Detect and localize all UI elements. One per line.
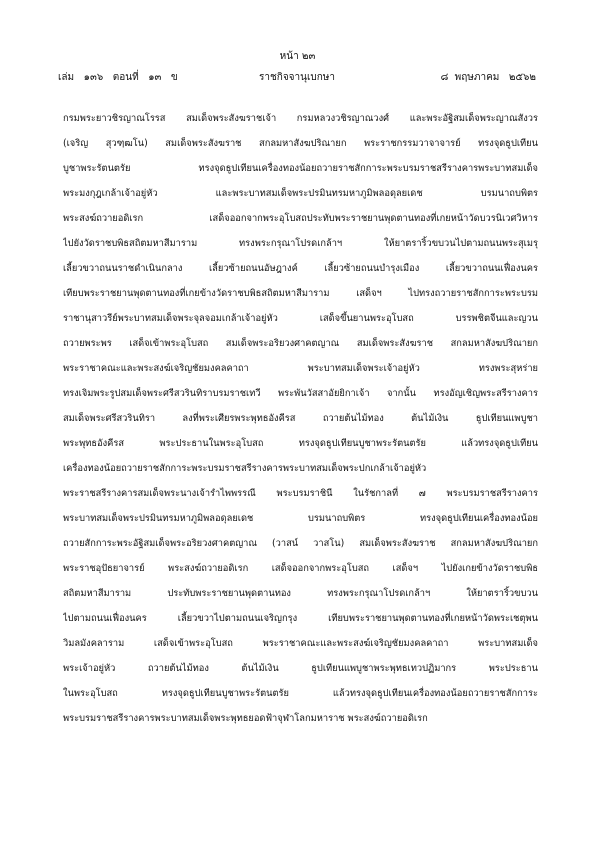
text-line: ถวายพระพร เสด็จเข้าพระอุโบสถ สมเด็จพระอริยวงศาคตญาณ สมเด็จพระสังฆราช สกลมหาสังฆปริณายก	[63, 338, 538, 349]
text-line: (เจริญ สุวฑฺฒโน) สมเด็จพระสังฆราช สกลมหาสังฆปริณายก พระราชกรรมวาจาจารย์ ทรงจุดธูปเทียน	[63, 138, 538, 149]
text-line: พระบรมราชสรีรางคารพระบาทสมเด็จพระพุทธยอดฟ้าจุฬาโลกมหาราช พระสงฆ์ถวายอดิเรก	[63, 713, 428, 724]
publication-date: ๘ พฤษภาคม ๒๕๖๒	[440, 72, 536, 83]
body-text	[63, 106, 538, 731]
publication-name: ราชกิจจานุเบกษา	[258, 72, 336, 83]
text-line: ไปตามถนนเฟื่องนคร เลี้ยวขวาไปตามถนนเจริญกรุง เทียบพระราชยานพุดตานทองที่เกยหน้าวัดพระเชตุพน	[63, 613, 538, 624]
text-line: สถิตมหาสีมาราม ประทับพระราชยานพุดตานทอง ทรงพระกรุณาโปรดเกล้าฯ ให้ยาตราริ้วขบวน	[63, 588, 538, 599]
text-line: ถวายสักการะพระอัฐิสมเด็จพระอริยวงศาคตญาณ (วาสน์ วาสโน) สมเด็จพระสังฆราช สกลมหาสังฆปริณายก	[63, 538, 538, 549]
text-line: พระราชสรีรางคารสมเด็จพระนางเจ้ารำไพพรรณี พระบรมราชินี ในรัชกาลที่ ๗ พระบรมราชสรีรางคาร	[63, 488, 538, 499]
running-header	[58, 70, 536, 86]
text-line: เลี้ยวขวาถนนราชดำเนินกลาง เลี้ยวซ้ายถนนอัษฎางค์ เลี้ยวซ้ายถนนบำรุงเมือง เลี้ยวขวาถนนเฟื่องนคร	[63, 263, 538, 274]
text-line: พระราชอุปัธยาจารย์ พระสงฆ์ถวายอดิเรก เสด็จออกจากพระอุโบสถ เสด็จฯ ไปยังเกยข้างวัดราชบพิธ	[63, 563, 538, 574]
text-line: สมเด็จพระศรีสวรินทิรา ลงที่พระเศียรพระพุทธอังคีรส ถวายต้นไม้ทอง ต้นไม้เงิน ธูปเทียนแพบูชา	[63, 413, 538, 424]
text-line: พระพุทธอังคีรส พระประธานในพระอุโบสถ ทรงจุดธูปเทียนบูชาพระรัตนตรัย แล้วทรงจุดธูปเทียน	[63, 438, 538, 449]
text-line: พระราชาคณะและพระสงฆ์เจริญชัยมงคลคาถา พระบาทสมเด็จพระเจ้าอยู่หัว ทรงพระสุหร่าย	[63, 363, 538, 374]
text-line: เครื่องทองน้อยถวายราชสักการะพระบรมราชสรีรางคารพระบาทสมเด็จพระปกเกล้าเจ้าอยู่หัว	[63, 463, 427, 474]
text-line: เทียบพระราชยานพุดตานทองที่เกยข้างวัดราชบพิธสถิตมหาสีมาราม เสด็จฯ ไปทรงถวายราชสักการะพระบรม	[63, 288, 538, 299]
text-line: พระสงฆ์ถวายอดิเรก เสด็จออกจากพระอุโบสถประทับพระราชยานพุดตานทองที่เกยหน้าวัดบวรนิเวศวิหาร	[63, 213, 538, 224]
text-line: กรมพระยาวชิรญาณโรรส สมเด็จพระสังฆราชเจ้า กรมหลวงวชิรญาณวงศ์ และพระอัฐิสมเด็จพระญาณสังวร	[63, 113, 538, 124]
text-line: บูชาพระรัตนตรัย ทรงจุดธูปเทียนเครื่องทองน้อยถวายราชสักการะพระบรมราชสรีรางคารพระบาทสมเด็จ	[63, 163, 538, 174]
text-line: พระมงกุฎเกล้าเจ้าอยู่หัว และพระบาทสมเด็จพระปรมินทรมหาภูมิพลอดุลยเดช บรมนาถบพิตร	[63, 188, 538, 199]
text-line: ราชานุสาวรีย์พระบาทสมเด็จพระจุลจอมเกล้าเจ้าอยู่หัว เสด็จขึ้นยานพระอุโบสถ บรรพชิตจีนและญวน	[63, 313, 538, 324]
volume-issue: เล่ม ๑๓๖ ตอนที่ ๑๓ ข	[58, 72, 178, 83]
text-line: ไปยังวัดราชบพิธสถิตมหาสีมาราม ทรงพระกรุณาโปรดเกล้าฯ ให้ยาตราริ้วขบวนไปตามถนนพระสุเมรุ	[63, 238, 538, 249]
text-line: ในพระอุโบสถ ทรงจุดธูปเทียนบูชาพระรัตนตรัย แล้วทรงจุดธูปเทียนเครื่องทองน้อยถวายราชสักการะ	[63, 688, 538, 699]
text-line: วิมลมังคลาราม เสด็จเข้าพระอุโบสถ พระราชาคณะและพระสงฆ์เจริญชัยมงคลคาถา พระบาทสมเด็จ	[63, 638, 538, 649]
text-line: พระเจ้าอยู่หัว ถวายต้นไม้ทอง ต้นไม้เงิน ธูปเทียนแพบูชาพระพุทธเทวปฏิมากร พระประธาน	[63, 663, 538, 674]
page-number: หน้า ๒๓	[279, 51, 316, 62]
text-line: ทรงเจิมพระรูปสมเด็จพระศรีสวรินทิราบรมราชเทวี พระพันวัสสาอัยยิกาเจ้า จากนั้น ทรงอัญเชิญพระสรีรางคาร	[63, 388, 538, 399]
text-line: พระบาทสมเด็จพระปรมินทรมหาภูมิพลอดุลยเดช บรมนาถบพิตร ทรงจุดธูปเทียนเครื่องทองน้อย	[63, 513, 538, 524]
